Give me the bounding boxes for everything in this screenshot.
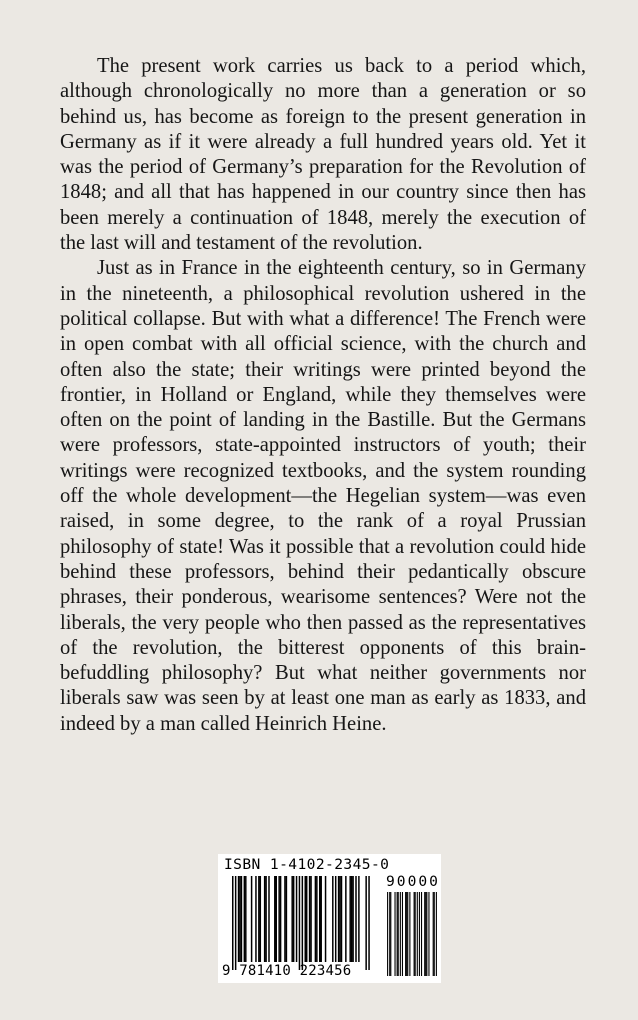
addon-bar-15	[419, 892, 420, 976]
barcode-bar-17	[280, 876, 282, 962]
barcode-bar-24	[302, 876, 304, 970]
barcode-bar-12	[265, 876, 267, 962]
addon-bar-10	[407, 892, 408, 976]
barcode-bar-10	[260, 876, 262, 962]
barcode-bar-1	[235, 876, 237, 970]
barcode-bar-9	[258, 876, 260, 962]
barcode-bar-13	[268, 876, 270, 962]
barcode-bar-30	[316, 876, 318, 962]
addon-bar-3	[394, 892, 395, 976]
addon-bar-5	[398, 892, 399, 976]
addon-bar-1	[389, 892, 390, 976]
barcode-bar-33	[325, 876, 327, 962]
barcode-bar-7	[251, 876, 253, 962]
paragraph-2: Just as in France in the eighteenth century, so in Germany in the nineteenth, a philosophical revolution ushered in the political collapse. But with what a difference! The French were in open combat with all official science, with the church and often also the state; their writings were printed beyond the frontier, in Holland or England, while they themselves were often on the point of landing in the Bastille. But the Germans were professors, state-appointed instructors of youth; their writings were recognized textbooks, and the system rounding off the whole development—the Hegelian system—was even raised, in some degree, to the rank of a royal Prussian philosophy of state! Was it possible that a revolution could hide behind these professors, behind their pedantically obscure phrases, their ponderous, wearisome sentences? Were not the liberals, the very people who then passed as the representatives of the revolution, the bitterest opponents of this brain-befuddling philosophy? But what neither governments nor liberals saw was seen by at least one man as early as 1833, and indeed by a man called Heinrich Heine.	[60, 257, 586, 735]
barcode-bar-34	[332, 876, 334, 962]
barcode-bar-42	[352, 876, 354, 962]
barcode-bar-28	[310, 876, 312, 962]
barcode-bar-27	[309, 876, 311, 962]
barcode-bar-41	[351, 876, 353, 962]
addon-bar-12	[414, 892, 415, 976]
barcode-bar-8	[255, 876, 257, 962]
barcode-bar-5	[244, 876, 246, 962]
addon-bar-4	[397, 892, 398, 976]
addon-bar-2	[390, 892, 391, 976]
addon-bar-6	[400, 892, 401, 976]
addon-bar-9	[406, 892, 407, 976]
addon-bar-13	[415, 892, 416, 976]
barcode-bar-14	[274, 876, 276, 962]
isbn-label: ISBN 1-4102-2345-0	[224, 856, 390, 873]
barcode-bar-37	[339, 876, 341, 962]
barcode-bar-23	[299, 876, 301, 970]
barcode-bar-22	[296, 876, 298, 962]
barcode-bar-35	[335, 876, 337, 962]
barcode-bar-6	[245, 876, 247, 962]
addon-bar-19	[426, 892, 427, 976]
isbn-barcode	[218, 854, 441, 983]
addon-bar-18	[425, 892, 426, 976]
blurb-text	[60, 54, 586, 737]
addon-bar-0	[387, 892, 388, 976]
addon-bar-17	[424, 892, 425, 976]
addon-bar-8	[405, 892, 406, 976]
barcode-bar-45	[365, 876, 367, 970]
barcode-bar-31	[319, 876, 321, 962]
barcode-bar-3	[239, 876, 241, 962]
barcode-bar-32	[320, 876, 322, 962]
ean-digits: 9 781410 223456	[222, 963, 352, 979]
barcode-bar-29	[315, 876, 317, 962]
addon-bar-21	[433, 892, 434, 976]
barcode-bar-36	[338, 876, 340, 962]
barcode-bar-38	[341, 876, 343, 962]
barcode-bar-16	[278, 876, 280, 962]
barcode-bar-0	[232, 876, 234, 970]
addon-bar-20	[428, 892, 429, 976]
barcode-bar-46	[368, 876, 370, 970]
addon-bar-16	[421, 892, 422, 976]
barcode-bar-25	[305, 876, 307, 962]
barcode-bar-4	[241, 876, 243, 962]
barcode-bar-11	[264, 876, 266, 962]
barcode-bar-20	[291, 876, 293, 962]
barcode-bar-19	[286, 876, 288, 962]
addon-bar-14	[417, 892, 418, 976]
paragraph-1: The present work carries us back to a period which, although chronologically no more than a generation or so behind us, has become as foreign to the present generation in Germany as if it were already a full hundred years old. Yet it was the period of Germany’s preparation for the Revolution of 1848; and all that has happened in our country since then has been merely a continuation of 1848, merely the execution of the last will and testament of the revolution.	[60, 55, 586, 255]
addon-bar-11	[409, 892, 410, 976]
barcode-bar-43	[355, 876, 357, 962]
barcode-bar-21	[293, 876, 295, 962]
addon-digits: 90000	[386, 873, 440, 890]
barcode-bar-18	[284, 876, 286, 962]
barcode-bar-2	[238, 876, 240, 962]
addon-bar-7	[402, 892, 403, 976]
barcode-bar-26	[306, 876, 308, 962]
barcode-bar-40	[349, 876, 351, 962]
barcode-bar-15	[276, 876, 278, 962]
barcode-bar-39	[345, 876, 347, 962]
barcode-bar-44	[358, 876, 360, 962]
addon-bar-23	[436, 892, 437, 976]
addon-bar-22	[434, 892, 435, 976]
